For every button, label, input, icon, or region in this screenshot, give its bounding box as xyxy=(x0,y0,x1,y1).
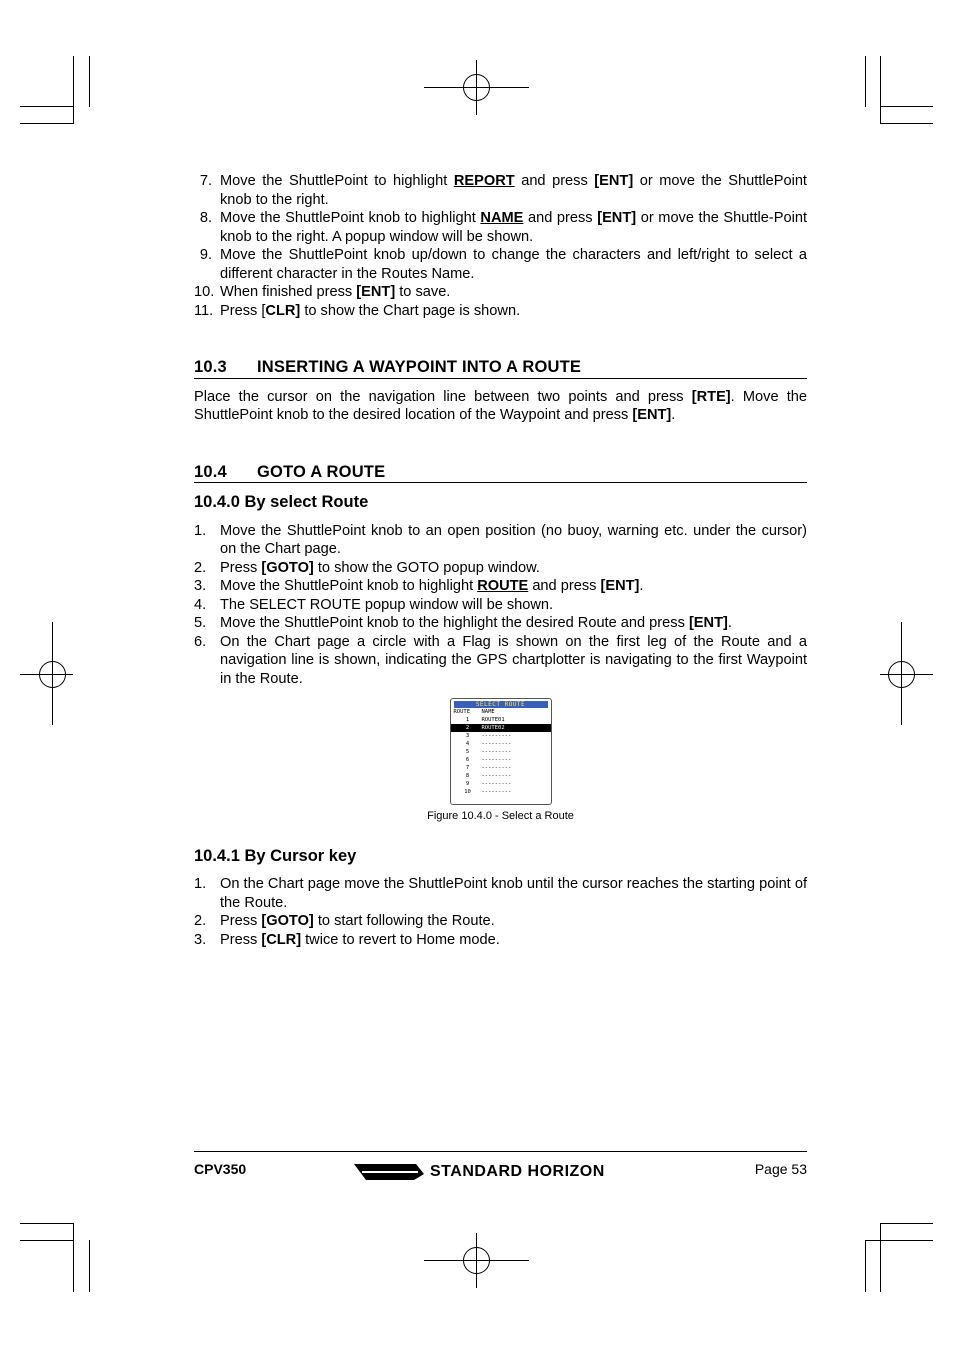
route-name: --------- xyxy=(481,765,512,771)
text-run: . xyxy=(727,615,732,631)
page-content xyxy=(194,172,807,949)
list-item-text xyxy=(220,172,807,209)
route-number: 7 xyxy=(465,765,470,771)
list-item-text xyxy=(220,522,807,559)
list-item xyxy=(194,633,807,689)
route-row[interactable] xyxy=(451,788,551,796)
key-label: CLR] xyxy=(265,302,301,319)
route-number: 1 xyxy=(465,717,470,723)
list-item-number: 1. xyxy=(194,876,207,892)
key-label: [RTE] xyxy=(691,388,731,405)
list-item xyxy=(194,596,807,615)
list-item xyxy=(194,246,807,283)
text-run: to save. xyxy=(395,284,451,300)
route-number: 4 xyxy=(465,741,470,747)
list-item-number: 6. xyxy=(194,633,207,650)
menu-item-label: ROUTE xyxy=(477,578,529,594)
text-run: Place the cursor on the navigation line between two points and press xyxy=(194,388,692,405)
route-row[interactable] xyxy=(451,764,551,772)
text-run: and press xyxy=(528,578,601,594)
text-run: Move the ShuttlePoint knob up/down to change the characters and left/right to select a different character in the Routes Name. xyxy=(220,247,807,282)
subsection-heading-10-4-1: 10.4.1 By Cursor key xyxy=(194,846,357,865)
list-item xyxy=(194,614,807,633)
route-name: --------- xyxy=(481,773,512,779)
list-item-number: 2. xyxy=(194,913,207,929)
list-item-number: 5. xyxy=(194,615,207,631)
list-item-number: 7. xyxy=(199,173,212,189)
text-run: Press xyxy=(220,913,262,929)
section-10-3-paragraph xyxy=(194,388,807,425)
route-number: 5 xyxy=(465,749,470,755)
list-item-number: 2. xyxy=(194,559,207,576)
key-label: [ENT] xyxy=(594,173,634,189)
section-heading-10-4: 10.4 GOTO A ROUTE xyxy=(194,463,807,484)
list-item-text xyxy=(220,577,807,596)
text-run: . xyxy=(671,407,676,423)
text-run: . Move the ShuttlePoint knob to the desired location of the Waypoint and press xyxy=(194,388,807,423)
key-label: [GOTO] xyxy=(261,559,314,576)
subsection-heading-10-4-0: 10.4.0 By select Route xyxy=(194,493,369,511)
steps-list-select-route xyxy=(194,522,807,689)
text-run: The SELECT ROUTE popup window will be shown. xyxy=(220,596,554,613)
text-run: to show the Chart page is shown. xyxy=(300,302,521,319)
route-name: --------- xyxy=(481,749,512,755)
list-item-text xyxy=(220,596,807,615)
brand-name: STANDARD HORIZON xyxy=(430,1163,605,1180)
key-label: [ENT] xyxy=(632,407,672,423)
list-item-number: 11. xyxy=(194,302,214,319)
route-name: ROUTE01 xyxy=(481,717,505,723)
text-run: twice to revert to Home mode. xyxy=(301,931,500,948)
list-item xyxy=(194,931,807,950)
section-heading-10-3: 10.3 INSERTING A WAYPOINT INTO A ROUTE xyxy=(194,358,807,379)
list-item xyxy=(194,522,807,559)
standard-horizon-logo-icon xyxy=(354,1160,424,1184)
list-item-text xyxy=(220,302,807,321)
text-run: to start following the Route. xyxy=(313,913,495,929)
key-label: [CLR] xyxy=(261,931,302,948)
figure-header-row: ROUTE NAME xyxy=(453,709,495,715)
route-name: --------- xyxy=(481,741,512,747)
list-item-number: 1. xyxy=(194,522,207,539)
route-number: 6 xyxy=(465,757,470,763)
list-item xyxy=(194,912,807,931)
key-label: [ENT] xyxy=(600,578,640,594)
text-run: On the Chart page a circle with a Flag is shown on the first leg of the Route and a navigation line is shown, indicating the GPS chartplotter is navigating to the first Waypoint in the Route. xyxy=(220,633,807,687)
figure-rows xyxy=(451,716,551,796)
route-name: --------- xyxy=(481,757,512,763)
key-label: [ENT] xyxy=(356,284,396,300)
list-item xyxy=(194,559,807,578)
list-item xyxy=(194,172,807,209)
text-run: and press xyxy=(523,210,598,226)
list-item xyxy=(194,302,807,321)
figure-caption: Figure 10.4.0 - Select a Route xyxy=(427,810,574,822)
route-name: --------- xyxy=(481,781,512,787)
menu-item-label: REPORT xyxy=(453,173,515,189)
list-item-text xyxy=(220,875,807,912)
page-footer xyxy=(194,1151,807,1180)
figure-title: SELECT ROUTE xyxy=(454,701,548,708)
text-run: Press xyxy=(220,931,262,948)
route-number: 10 xyxy=(464,789,471,795)
route-name: ROUTE02 xyxy=(481,725,505,731)
key-label: [GOTO] xyxy=(261,913,314,929)
route-row[interactable] xyxy=(451,732,551,740)
text-run: or move the ShuttlePoint knob to the right. xyxy=(220,173,807,208)
list-item-text xyxy=(220,931,807,950)
text-run: When finished press xyxy=(220,284,357,300)
text-run: Press [ xyxy=(220,302,266,319)
text-run: and press xyxy=(514,173,595,189)
menu-item-label: NAME xyxy=(480,210,524,226)
list-item-number: 4. xyxy=(194,596,207,613)
select-route-figure xyxy=(450,698,552,805)
route-name: --------- xyxy=(481,733,512,739)
route-row[interactable] xyxy=(451,780,551,788)
route-row[interactable] xyxy=(451,772,551,780)
text-run: On the Chart page move the ShuttlePoint knob until the cursor reaches the starting point of the Route. xyxy=(220,876,807,911)
route-row[interactable] xyxy=(451,724,551,732)
list-item-text xyxy=(220,559,807,578)
list-item-number: 3. xyxy=(194,931,207,948)
key-label: [ENT] xyxy=(597,210,637,226)
route-number: 9 xyxy=(465,781,470,787)
list-item-text xyxy=(220,283,807,302)
list-item-number: 3. xyxy=(194,578,207,594)
steps-list-continued xyxy=(194,172,807,320)
route-row[interactable] xyxy=(451,740,551,748)
route-row[interactable] xyxy=(451,756,551,764)
text-run: Move the ShuttlePoint knob to highlight xyxy=(220,210,481,226)
steps-list-cursor-key xyxy=(194,875,807,949)
list-item-text xyxy=(220,246,807,283)
list-item-text xyxy=(220,614,807,633)
route-number: 2 xyxy=(465,725,470,731)
key-label: [ENT] xyxy=(688,615,728,631)
text-run: Press xyxy=(220,559,262,576)
list-item xyxy=(194,875,807,912)
list-item xyxy=(194,283,807,302)
list-item-text xyxy=(220,633,807,689)
route-row[interactable] xyxy=(451,716,551,724)
text-run: Move the ShuttlePoint knob to the highlight the desired Route and press xyxy=(220,615,689,631)
text-run: Move the ShuttlePoint knob to highlight xyxy=(220,578,478,594)
list-item-text xyxy=(220,912,807,931)
list-item xyxy=(194,209,807,246)
text-run: . xyxy=(639,578,644,594)
text-run: Move the ShuttlePoint knob to an open position (no buoy, warning etc. under the cursor) on the Chart page. xyxy=(220,522,807,557)
list-item-number: 10. xyxy=(194,284,215,300)
text-run: Move the ShuttlePoint to highlight xyxy=(220,173,454,189)
route-number: 8 xyxy=(465,773,470,779)
page-number: Page 53 xyxy=(754,1161,807,1177)
text-run: or move the Shuttle-Point knob to the right. A popup window will be shown. xyxy=(220,210,807,245)
model-name: CPV350 xyxy=(194,1161,247,1177)
brand-logo xyxy=(354,1160,605,1184)
list-item-text xyxy=(220,209,807,246)
list-item xyxy=(194,577,807,596)
list-item-number: 8. xyxy=(199,210,212,226)
list-item-number: 9. xyxy=(199,247,212,263)
route-name: --------- xyxy=(481,789,512,795)
route-number: 3 xyxy=(465,733,470,739)
route-row[interactable] xyxy=(451,748,551,756)
text-run: to show the GOTO popup window. xyxy=(313,559,540,576)
